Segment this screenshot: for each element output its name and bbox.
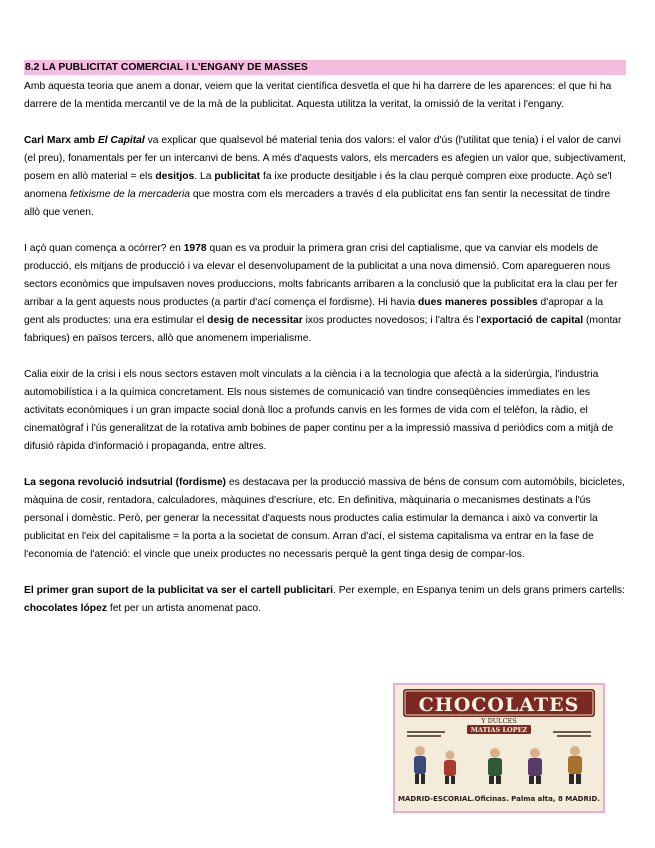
poster-subtitle: Y DULCES [481, 717, 517, 725]
publicitat-term: publicitat [214, 171, 261, 182]
year-1978: 1978 [183, 243, 207, 254]
cartell-term: El primer gran suport de la publicitat va ser el cartell publicitari [24, 585, 333, 596]
chocolates-poster-image [393, 683, 605, 813]
poster-brand: MATIAS LOPEZ [470, 726, 528, 734]
el-capital-title: El Capital [97, 135, 145, 146]
segona-revolucio-term: La segona revolució indsutrial (fordisme) [24, 477, 226, 488]
dues-maneres-term: dues maneres possibles [418, 297, 538, 308]
paragraph-crisis-1978: I açò quan comença a ocórrer? en 1978 quan es va produir la primera gran crisi del captialisme, que va canviar els models de producció, els mitjans de producció i va elevar el desenvolupament de la publicitat a una nova dimensió. Com aparegueren nous sectors econòmics que impulsaven noves produccions, molts fabricants arribaren a la conclusió que la publicitat era la clau per fer arribar a la gent aquests nous productes (a partir d'ací comença el fordisme). Hi havia dues maneres possibles d'apropar a la gent als productes: una era estimular el desig de necessitar ixos productes novedosos; i l'altra és l'exportació de capital (montar fabriques) en països tercers, allò que anomenem imperialisme. [24, 243, 622, 344]
marx-name: Carl Marx amb [24, 135, 98, 146]
exportacio-term: exportació de capital [480, 315, 584, 326]
paragraph-intro-text: Amb aquesta teoria que anem a donar, veiem que la veritat científica desvetla el que hi ha darrere de les aparences: el que hi ha darrere de la mentida mercantil ve de la mà de la publicitat. Aquesta utilitza la veritat, la omissió de la veritat i l'engany. [24, 81, 612, 110]
fetixisme-term: fetixisme de la mercaderia [69, 189, 190, 200]
chocolates-lopez-term: chocolates lópez [24, 603, 107, 614]
paragraph-cartell: El primer gran suport de la publicitat va ser el cartell publicitari. Per exemple, en Espanya tenim un dels grans primers cartells: chocolates lópez fet per un artista anomenat paco. [24, 585, 625, 614]
poster-footer: MADRID-ESCORIAL.Oficinas. Palma alta, 8 MADRID. [398, 795, 600, 803]
poster-title: CHOCOLATES [418, 694, 580, 716]
paragraph-technology: Calia eixir de la crisi i els nous sectors estaven molt vinculats a la ciència i a la tecnologia que afectà a la siderúrgia, l'industria automobilística i a la química concretament. Els nous sistemes de comunicació van tindre conseqüències immediates en les activitats econòmiques i un gran impacte social donà lloc a profunds canvis en les formes de vida com el telèfon, la ràdio, el cinematògraf i l'ús generalitzat de la rotativa amb bobines de paper continu per a la impressió massiva d periòdics com a mitjà de difusió ràpida d'informació i propaganda, entre altres. [24, 369, 614, 452]
section-heading: 8.2 LA PUBLICITAT COMERCIAL I L'ENGANY DE MASSES [24, 60, 626, 75]
paragraph-intro [24, 78, 626, 114]
desig-term: desig de necessitar [207, 315, 303, 326]
paragraph-marx: Carl Marx amb El Capital va explicar que qualsevol bé material tenia dos valors: el valor d'ús (l'utilitat que tenia) i el valor de canvi (el preu), fonamentals per fer un intercanvi de bens. A més d'aquests valors, els mercaders es afegien un valor que, subjectivament, posem en allò material = els desitjos. La publicitat fa ixe producte desitjable i és la clau perquè compren eixe producte. Açò se'l anomena fetixisme de la mercaderia que mostra com els mercaders a través d ela publicitat ens fan sentir la necessitat de tindre allò que venen. [24, 135, 626, 218]
document-page [24, 60, 626, 636]
poster-illustration [395, 685, 603, 811]
desitjos-term: desitjos [155, 171, 195, 182]
paragraph-fordisme: La segona revolució indsutrial (fordisme) es destacava per la producció massiva de béns de consum com automòbils, bicicletes, màquina de cosir, rentadora, calculadores, màquines d'escriure, etc. En definitiva, màquinaria o mecanismes destinats a l'ús personal i domèstic. Però, per generar la necessitat d'aquests nous productes calia estimular la demanca i això va convertir la publicitat en l'eix del capitalisme = la porta a la societat de consum. Arran d'ací, el sistema capitalisma va entrar en la fase de l'economia de l'atenció: el vincle que uneix productes no necessaris perquè la gent tinga desig de compar-los. [24, 477, 625, 560]
